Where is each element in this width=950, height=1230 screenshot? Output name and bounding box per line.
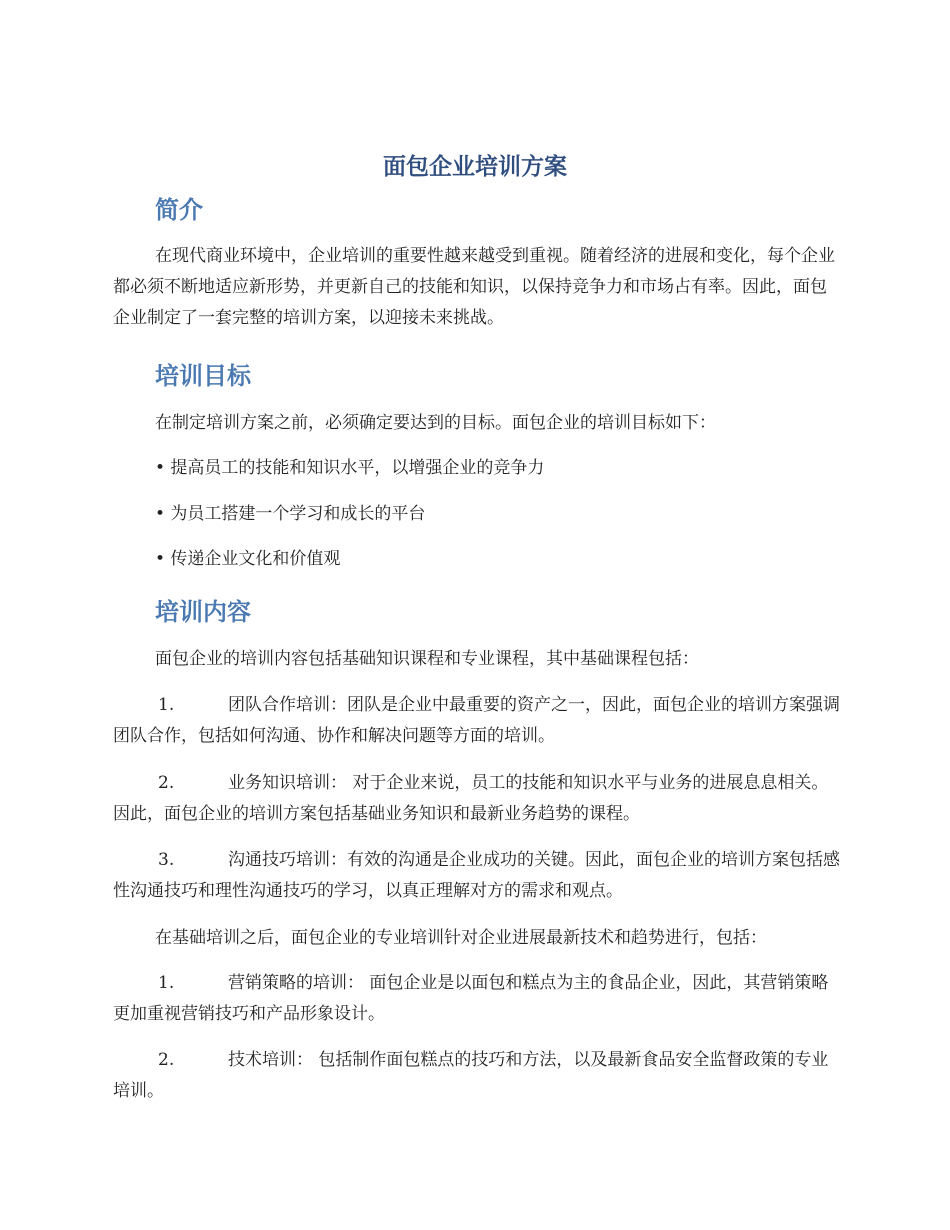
content-intro: 面包企业的培训内容包括基础知识课程和专业课程，其中基础课程包括： <box>155 649 699 669</box>
item-text: 业务知识培训： 对于企业来说，员工的技能和知识水平与业务的进展息息相关。因此，面包企业的培训方案包括基础业务知识和最新业务趋势的课程。 <box>113 773 829 824</box>
basic-course-item <box>113 690 843 752</box>
item-number: 1. <box>158 973 175 993</box>
item-text: 团队合作培训：团队是企业中最重要的资产之一，因此，面包企业的培训方案强调团队合作，包括如何沟通、协作和解决问题等方面的培训。 <box>113 695 840 746</box>
section-heading-content: 培训内容 <box>155 598 251 626</box>
goal-bullet: • 提高员工的技能和知识水平，以增强企业的竞争力 <box>155 458 545 478</box>
goal-bullet: • 为员工搭建一个学习和成长的平台 <box>155 504 426 524</box>
goals-intro: 在制定培训方案之前，必须确定要达到的目标。面包企业的培训目标如下： <box>155 413 716 433</box>
item-number: 2. <box>158 773 175 793</box>
advanced-course-item <box>113 1045 843 1107</box>
item-number: 3. <box>158 850 175 870</box>
item-text: 技术培训： 包括制作面包糕点的技巧和方法，以及最新食品安全监督政策的专业培训。 <box>113 1050 829 1101</box>
section-heading-intro: 简介 <box>155 196 203 224</box>
item-number: 2. <box>158 1050 175 1070</box>
advanced-intro: 在基础培训之后，面包企业的专业培训针对企业进展最新技术和趋势进行，包括： <box>155 928 767 948</box>
advanced-course-item <box>113 968 843 1030</box>
intro-paragraph: 在现代商业环境中，企业培训的重要性越来越受到重视。随着经济的进展和变化，每个企业都必须不断地适应新形势，并更新自己的技能和知识，以保持竞争力和市场占有率。因此，面包企业制定了一套完整的培训方案，以迎接未来挑战。 <box>113 246 835 328</box>
document-title: 面包企业培训方案 <box>383 154 567 180</box>
basic-course-item <box>113 845 843 907</box>
item-text: 营销策略的培训： 面包企业是以面包和糕点为主的食品企业，因此，其营销策略更加重视营销技巧和产品形象设计。 <box>113 973 829 1024</box>
item-number: 1. <box>158 695 175 715</box>
goal-bullet: • 传递企业文化和价值观 <box>155 549 341 569</box>
item-text: 沟通技巧培训：有效的沟通是企业成功的关键。因此，面包企业的培训方案包括感性沟通技巧和理性沟通技巧的学习，以真正理解对方的需求和观点。 <box>113 850 840 901</box>
section-heading-goals: 培训目标 <box>155 362 251 390</box>
basic-course-item <box>113 768 843 830</box>
